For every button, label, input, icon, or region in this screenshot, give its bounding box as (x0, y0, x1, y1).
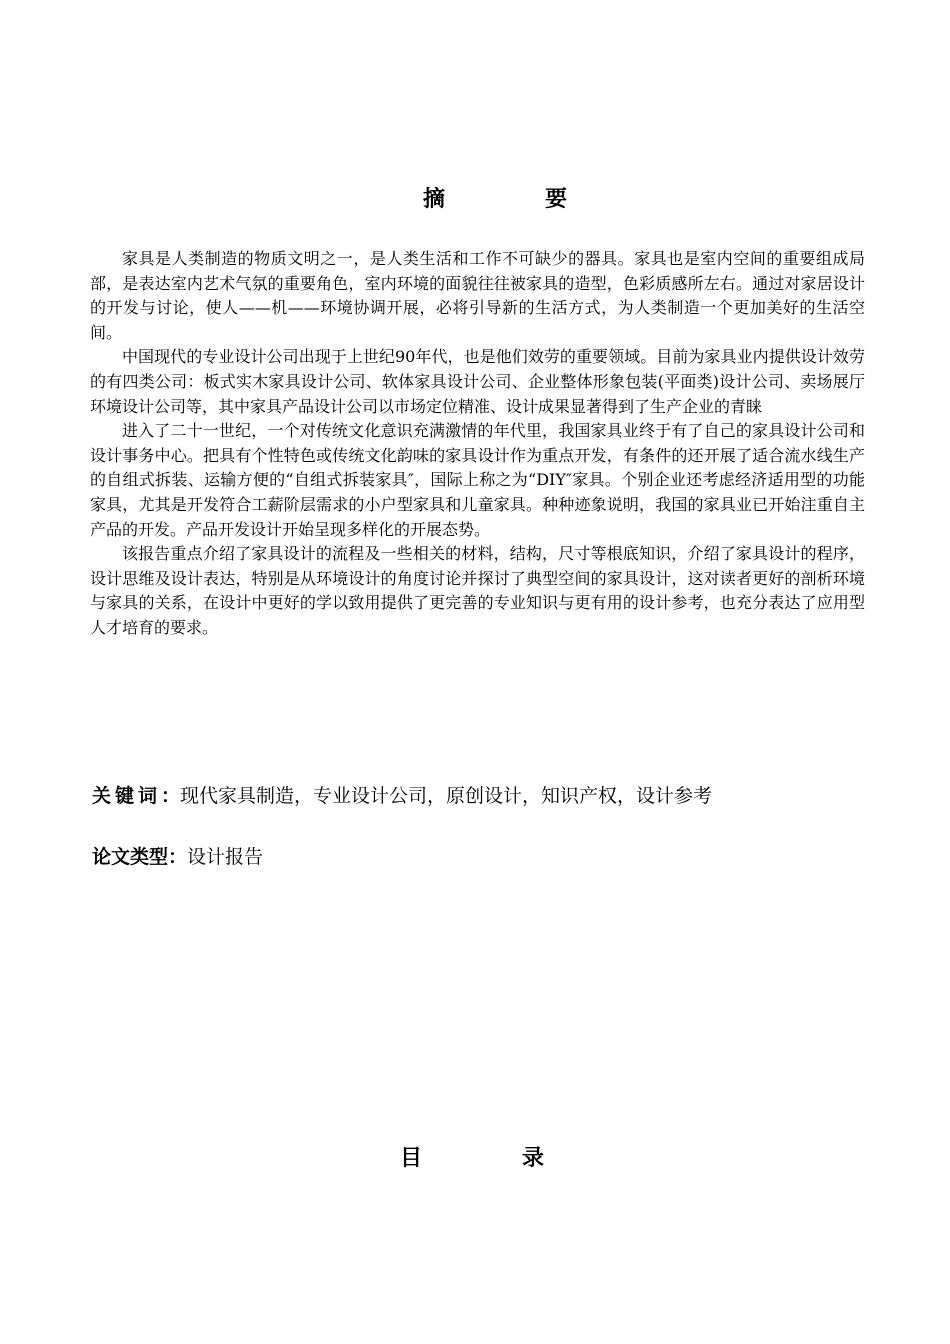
abstract-title-char-2: 要 (545, 187, 568, 212)
keywords-label-text: 关键词 (92, 785, 162, 807)
toc-title-char-2: 录 (522, 1146, 545, 1171)
toc-title-char-1: 目 (400, 1146, 423, 1171)
abstract-title-char-1: 摘 (422, 187, 445, 212)
keywords-label (92, 785, 180, 807)
abstract-paragraph-4: 该报告重点介绍了家具设计的流程及一些相关的材料，结构，尺寸等根底知识，介绍了家具设计的程序，设计思维及设计表达，特别是从环境设计的角度讨论并探讨了典型空间的家具设计，这对读者更好的剖析环境与家具的关系，在设计中更好的学以致用提供了更完善的专业知识与更有用的设计参考，也充分表达了应用型人才培育的要求。 (90, 544, 865, 637)
toc-title (400, 1141, 544, 1172)
paper-type-label: 论文类型： (92, 846, 188, 868)
paper-type-value: 设计报告 (187, 846, 264, 868)
keywords-line (92, 782, 892, 810)
abstract-title (0, 182, 950, 213)
abstract-paragraph-1: 家具是人类制造的物质文明之一，是人类生活和工作不可缺少的器具。家具也是室内空间的重要组成局部，是表达室内艺术气氛的重要角色，室内环境的面貌往往被家具的造型，色彩质感所左右。通过对家居设计的开发与讨论，使人——机——环境协调开展，必将引导新的生活方式，为人类制造一个更加美好的生活空间。 (90, 249, 865, 342)
keywords-emphasized: 现代家具制造，专业设计公司， (180, 785, 447, 807)
abstract-paragraph-3: 进入了二十一世纪，一个对传统文化意识充满激情的年代里，我国家具业终于有了自己的家具设计公司和设计事务中心。把具有个性特色或传统文化韵味的家具设计作为重点开发，有条件的还开展了适合流水线生产的自组式拆装、运输方便的“自组式拆装家具″，国际上称之为“DIY″家具。个别企业还考虑经济适用型的功能家具，尤其是开发符合工薪阶层需求的小户型家具和儿童家具。种种迹象说明，我国的家具业已开始注重自主产品的开发。产品开发设计开始呈现多样化的开展态势。 (90, 421, 865, 539)
keywords-rest: 原创设计，知识产权，设计参考 (446, 785, 713, 807)
abstract-body (90, 247, 865, 641)
keywords-colon: ： (161, 785, 181, 807)
abstract-paragraph-2: 中国现代的专业设计公司出现于上世纪90年代，也是他们效劳的重要领域。目前为家具业内提供设计效劳的有四类公司：板式实木家具设计公司、软体家具设计公司、企业整体形象包装(平面类)设计公司、卖场展厅环境设计公司等，其中家具产品设计公司以市场定位精准、设计成果显著得到了生产企业的青睐 (90, 347, 865, 416)
paper-type-line (92, 843, 692, 871)
